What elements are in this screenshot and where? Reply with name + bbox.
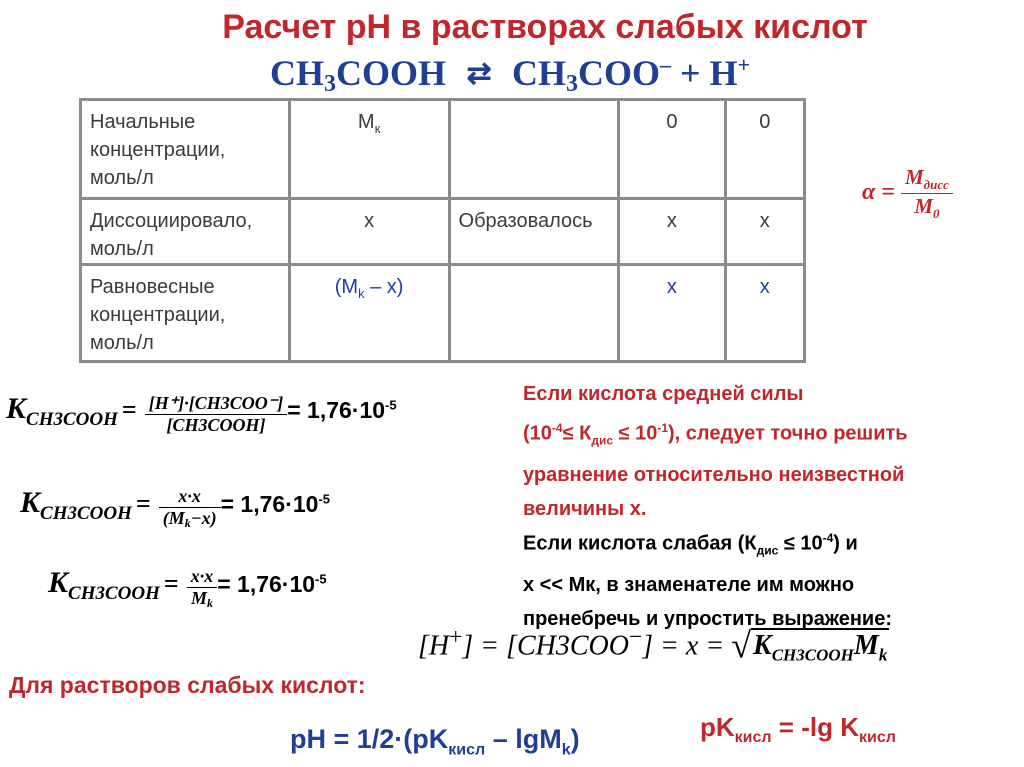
- row-label: Равновесные концентрации, моль/л: [81, 265, 290, 362]
- proton-cell: x: [725, 199, 805, 265]
- note-medium-acid: Если кислота средней силы $(10^{-4}\le К_{дис} \le 10^{-1})$, следует точно решить уравнение относительно неизвестной величины x.: [523, 383, 908, 520]
- anion-cell: x: [619, 199, 725, 265]
- proton-cell: x: [725, 265, 805, 362]
- acid-cell: $M_к$: [289, 100, 449, 199]
- equilibrium-arrow-icon: ⇄: [466, 57, 492, 90]
- k-formula-x: KCH3COOH = $\frac{x\cdot x}{(M_k-x)}$ = $1,76\cdot 10^{-5}$: [20, 486, 331, 530]
- k-formula-simplified: KCH3COOH = $\frac{x\cdot x}{M_k}$ = $1,76\cdot 10^{-5}$: [48, 566, 327, 610]
- note-weak-acid: Если кислота слабая $(К_{дис} \le 10^{-4})$ и x << Мк, в знаменателе им можно пренебречь и упростить выражение:: [523, 531, 893, 630]
- anion-cell: x: [619, 265, 725, 362]
- concentration-table: [79, 98, 806, 363]
- slide-title: Расчет рН в растворах слабых кислот: [222, 8, 868, 46]
- pk-formula: $pK_{кисл} = -\lg$ $K_{кисл}$: [700, 712, 896, 747]
- weak-acids-heading: Для растворов слабых кислот:: [9, 672, 366, 698]
- mid-cell: Образовалось: [449, 199, 619, 265]
- h-concentration-formula: $[H^+] = [CH3COO^-] = x = √K_{CH3COOH}M_k$: [418, 624, 888, 666]
- reaction-equation: $CH_3COOH$ ⇄ $CH_3COO^- + H^+$: [270, 52, 751, 97]
- acid-cell: x: [289, 199, 449, 265]
- mid-cell: [449, 265, 619, 362]
- table-row: [81, 265, 805, 362]
- table-row: [81, 100, 805, 199]
- table-row: [81, 199, 805, 265]
- proton-cell: 0: [725, 100, 805, 199]
- alpha-formula: α = $\frac{M_{дисс}}{M_0}$: [862, 165, 953, 222]
- row-label: Начальные концентрации, моль/л: [81, 100, 290, 199]
- row-label: Диссоциировало, моль/л: [81, 199, 290, 265]
- square-root-icon: √: [731, 625, 752, 666]
- k-formula-full: KCH3COOH = $\frac{\text{[H⁺]·[CH3COO⁻]}}{\text{[CH3COOH]}}$ = $1,76\cdot 10^{-5}$: [6, 392, 397, 435]
- ph-formula: pH = $1/2\cdot(pK_{кисл} - \lg M_k)$: [290, 724, 580, 759]
- acid-cell: $(M_k - x)$: [289, 265, 449, 362]
- mid-cell: [449, 100, 619, 199]
- anion-cell: 0: [619, 100, 725, 199]
